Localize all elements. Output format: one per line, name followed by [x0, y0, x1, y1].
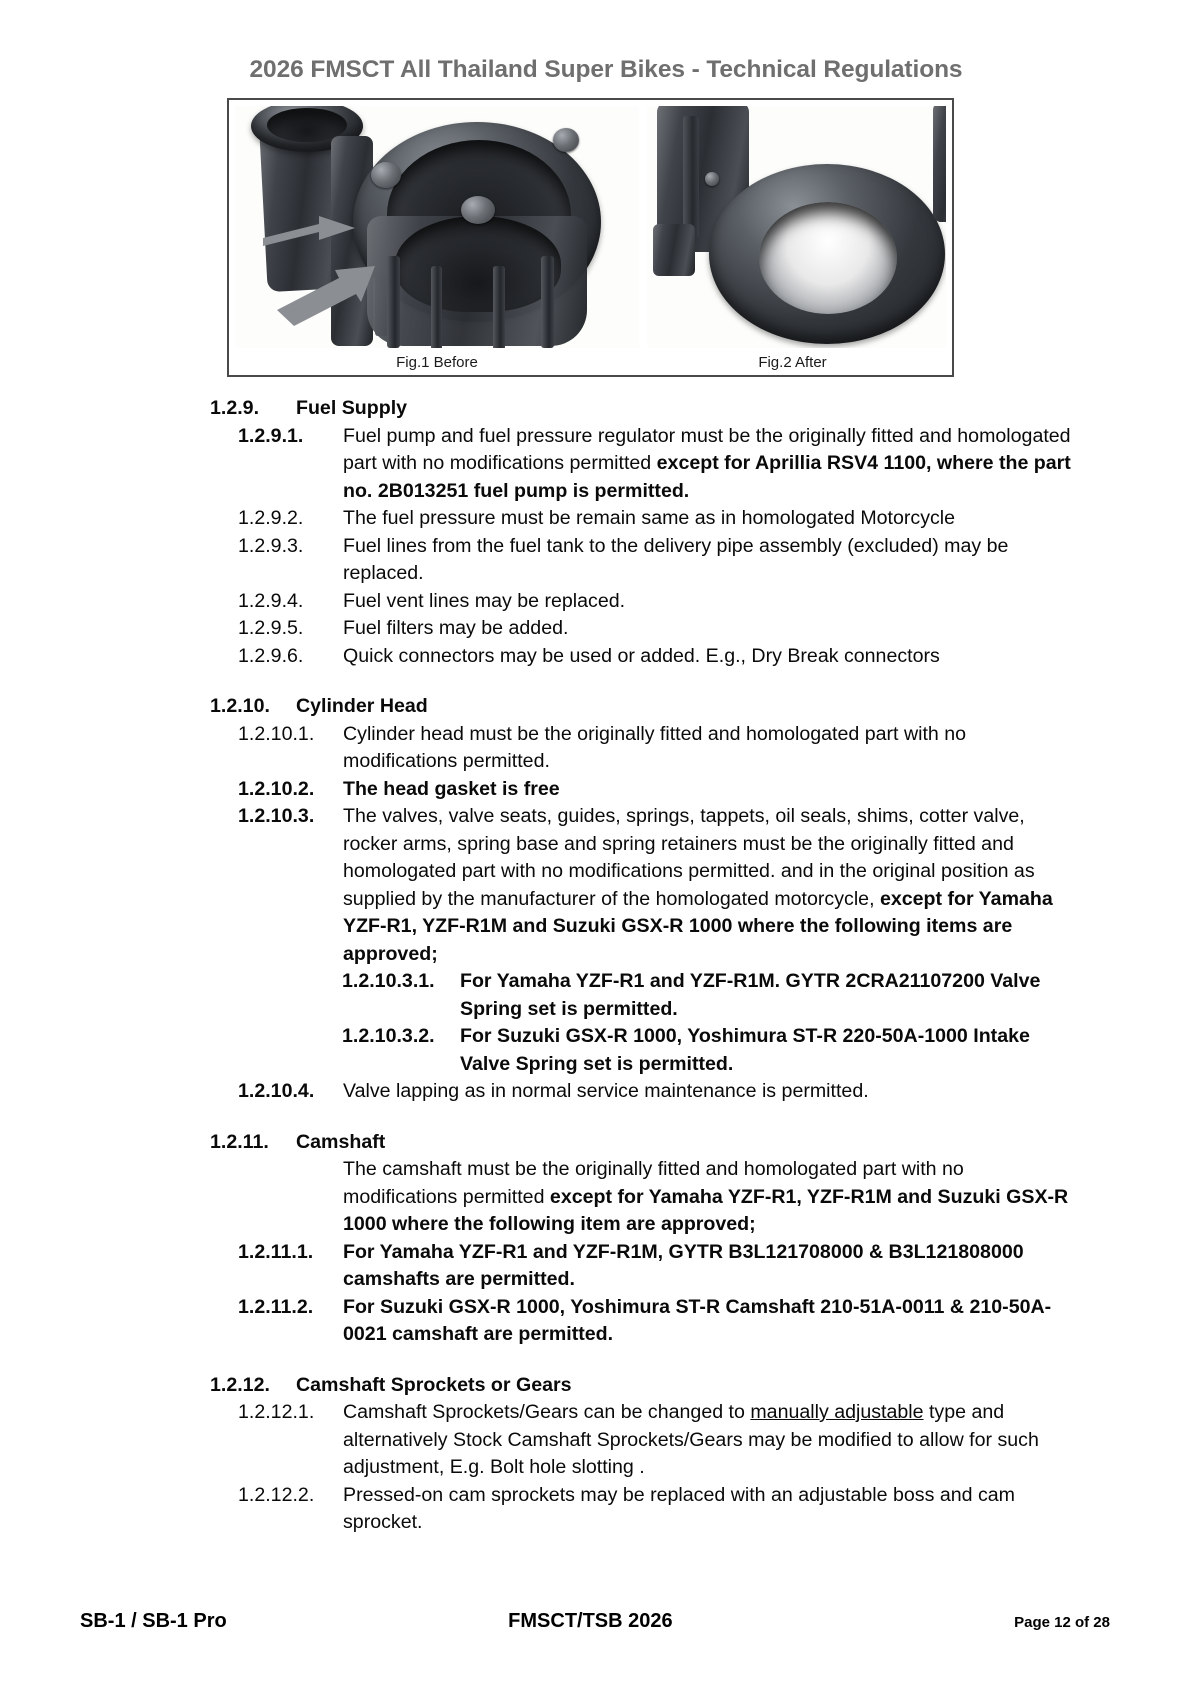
sub-clause-text: For Suzuki GSX-R 1000, Yoshimura ST-R 220-50A-1000 Intake Valve Spring set is permitted. [460, 1025, 1030, 1075]
clause-number: 1.2.11.1. [238, 1240, 314, 1263]
clause [110, 588, 1080, 616]
sub-clause-number: 1.2.10.3.2. [342, 1025, 435, 1047]
clause [110, 533, 1080, 588]
section-heading [110, 395, 1080, 423]
clause [110, 721, 1080, 776]
clause [110, 505, 1080, 533]
clause [110, 423, 1080, 506]
clause-number: 1.2.10.4. [238, 1080, 315, 1102]
footer-left-label: SB-1 / SB-1 Pro [80, 1610, 227, 1632]
clause [110, 1399, 1080, 1482]
page-footer [80, 1610, 1110, 1633]
clause-number: 1.2.9.4. [238, 589, 304, 612]
clause [110, 643, 1080, 671]
section-spacer [110, 670, 1080, 693]
clause-number: 1.2.9.6. [238, 644, 304, 667]
clause-text: The fuel pressure must be remain same as in homologated Motorcycle [343, 507, 956, 529]
sub-clause-text: For Yamaha YZF-R1 and YZF-R1M. GYTR 2CRA21107200 Valve Spring set is permitted. [460, 970, 1041, 1020]
sub-clause [110, 1023, 1080, 1078]
clause-text: Fuel lines from the fuel tank to the delivery pipe assembly (excluded) may be replaced. [343, 534, 1009, 584]
figure-captions [235, 354, 946, 371]
clause-text: Camshaft Sprockets/Gears can be changed to manually adjustable type and alternatively Stock Camshaft Sprockets/Gears may be modified to allow for such adjustment, E.g. Bolt hole slotting . [343, 1401, 1039, 1478]
section-fuel-supply [110, 395, 1080, 670]
figure-images-row [235, 106, 946, 348]
section-number: 1.2.11. [210, 1130, 269, 1153]
section-title: Cylinder Head [296, 695, 428, 717]
figure-1-before-image [235, 106, 639, 348]
clause-text: For Suzuki GSX-R 1000, Yoshimura ST-R Camshaft 210-51A-0011 & 210-50A-0021 camshaft are permitted. [343, 1295, 1052, 1345]
clause [110, 1078, 1080, 1106]
section-title: Camshaft [296, 1130, 386, 1153]
clause [110, 803, 1080, 968]
section-cylinder-head [110, 693, 1080, 1106]
section-camshaft-sprockets [110, 1372, 1080, 1537]
section-heading [110, 1129, 1080, 1157]
clause-text: For Yamaha YZF-R1 and YZF-R1M, GYTR B3L121708000 & B3L121808000 camshafts are permitted. [343, 1240, 1024, 1290]
clause [110, 615, 1080, 643]
figure-2-after-image [647, 106, 946, 348]
clause-number: 1.2.9.5. [238, 617, 304, 639]
clause [110, 1482, 1080, 1537]
clause-text: Pressed-on cam sprockets may be replaced with an adjustable boss and cam sprocket. [343, 1483, 1015, 1533]
page-title: 2026 FMSCT All Thailand Super Bikes - Technical Regulations [249, 56, 963, 83]
section-camshaft [110, 1129, 1080, 1349]
clause-text: Fuel vent lines may be replaced. [343, 589, 626, 612]
document-body [110, 395, 1080, 1537]
clause-number: 1.2.9.1. [238, 424, 304, 447]
section-title: Camshaft Sprockets or Gears [296, 1373, 572, 1396]
clause [110, 776, 1080, 804]
clause-number: 1.2.10.1. [238, 722, 315, 745]
clause-number: 1.2.10.2. [238, 777, 315, 800]
clause-text: Fuel filters may be added. [343, 617, 569, 639]
sub-clause [110, 968, 1080, 1023]
clause [110, 1294, 1080, 1349]
clause-text: Valve lapping as in normal service maintenance is permitted. [343, 1080, 869, 1102]
clause-text: Fuel pump and fuel pressure regulator must be the originally fitted and homologated part with no modifications permitted except for Aprillia RSV4 1100, where the part no. 2B013251 fuel pump is permitted. [343, 424, 1071, 502]
section-spacer [110, 1349, 1080, 1372]
section-heading [110, 693, 1080, 721]
sub-clause-number: 1.2.10.3.1. [342, 970, 435, 992]
clause-number: 1.2.12.1. [238, 1401, 315, 1423]
section-number: 1.2.10. [210, 695, 270, 717]
clause-text: Cylinder head must be the originally fitted and homologated part with no modifications permitted. [343, 722, 967, 772]
clause-text: Quick connectors may be used or added. E.g., Dry Break connectors [343, 644, 940, 667]
clause-text: The valves, valve seats, guides, springs, tappets, oil seals, shims, cotter valve, rocker arms, spring base and spring retainers must be the originally fitted and homologated part with no modifications permitted. and in the original position as supplied by the manufacturer of the homologated motorcycle, except for Yamaha YZF-R1, YZF-R1M and Suzuki GSX-R 1000 where the following items are approved; [343, 805, 1053, 965]
footer-page-number: Page 12 of 28 [1014, 1614, 1110, 1631]
annotation-arrow-lower [235, 106, 639, 348]
section-spacer [110, 1106, 1080, 1129]
figure-block [227, 98, 954, 377]
section-number: 1.2.12. [210, 1373, 270, 1396]
clause-number: 1.2.9.2. [238, 507, 304, 529]
footer-center-label: FMSCT/TSB 2026 [508, 1610, 673, 1632]
section-title: Fuel Supply [296, 397, 408, 419]
section-number: 1.2.9. [210, 397, 260, 419]
clause-number: 1.2.11.2. [238, 1295, 314, 1318]
clause [110, 1239, 1080, 1294]
clause-number: 1.2.10.3. [238, 805, 315, 827]
figure-1-caption: Fig.1 Before [396, 354, 478, 371]
section-intro-paragraph: The camshaft must be the originally fitted and homologated part with no modifications permitted except for Yamaha YZF-R1, YZF-R1M and Suzuki GSX-R 1000 where the following item are approved; [343, 1158, 1069, 1235]
clause-number: 1.2.9.3. [238, 534, 304, 557]
figure-2-caption: Fig.2 After [758, 354, 827, 371]
clause-text: The head gasket is free [343, 777, 560, 800]
section-heading [110, 1372, 1080, 1400]
clause-number: 1.2.12.2. [238, 1483, 315, 1506]
